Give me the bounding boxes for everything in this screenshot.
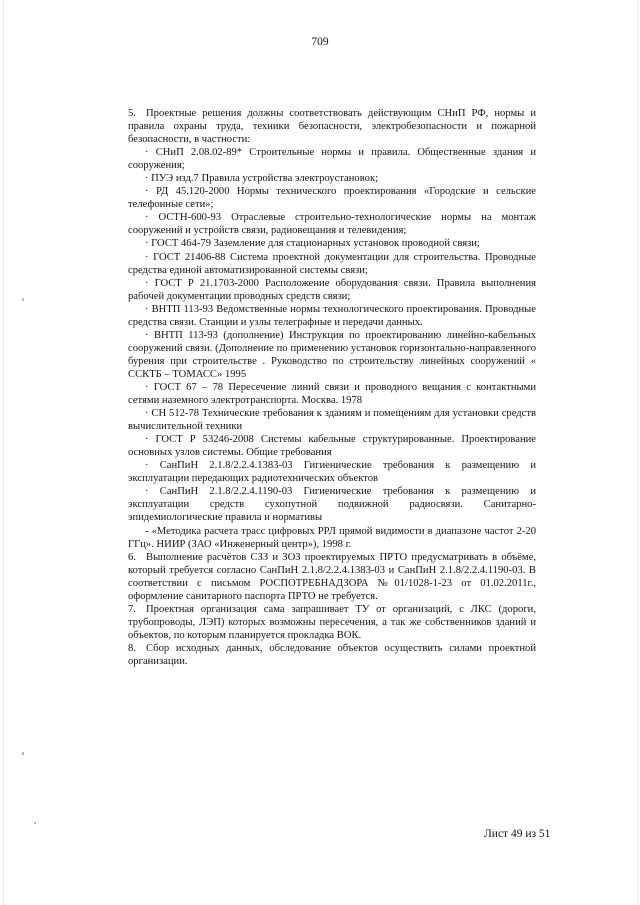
bullet-item: · РД 45.120-2000 Нормы технического проектирования «Городские и сельские телефонные сети»;	[128, 186, 536, 211]
scan-edge-left	[0, 0, 4, 905]
page-number: 709	[311, 36, 329, 48]
bullet-item: · ГОСТ Р 21.1703-2000 Расположение оборудования связи. Правила выполнения рабочей документации проводных средств связи;	[128, 277, 536, 302]
bullet-item: · СНиП 2.08.02-89* Строительные нормы и правила. Общественные здания и сооружения;	[128, 147, 536, 172]
sheet-label: Лист 49 из 51	[484, 828, 551, 840]
scan-speck	[34, 822, 36, 824]
bullet-item: · ГОСТ 464-79 Заземление для стационарных установок проводной связи;	[145, 238, 480, 250]
paragraph-number: 5.	[128, 108, 136, 119]
numbered-paragraph	[128, 107, 536, 146]
bullet-item: · СанПиН 2.1.8/2.2.4.1383-03 Гигиенические требования к размещению и эксплуатации передающих радиотехнических объектов	[128, 460, 536, 485]
bullet-item: · ВНТП 113-93 (дополнение) Инструкция по проектированию линейно-кабельных сооружений связи. (Дополнение по применению установок горизонтально-направленного бурения при строительстве . Руководство по строительству линейных сооружений « ССКТБ – ТОМАСС» 1995	[128, 329, 536, 380]
scan-speck	[22, 752, 24, 755]
paragraph-text: Проектные решения должны соответствовать действующим СНиП РФ, нормы и правила охраны труда, техники безопасности, электробезопасности и пожарной безопасности, в частности:	[128, 108, 536, 146]
numbered-paragraph	[128, 551, 536, 603]
bullet-item: - «Методика расчета трасс цифровых РРЛ прямой видимости в диапазоне частот 2-20 ГГц». НИИР (ЗАО «Инженерный центр»), 1998 г.	[128, 525, 536, 550]
bullet-item: · ПУЭ изд.7 Правила устройства электроустановок;	[145, 173, 379, 185]
bullet-item: · СН 512-78 Технические требования к зданиям и помещениям для установки средств вычислительной техники	[128, 408, 536, 433]
paragraph-text: Проектная организация сама запрашивает ТУ от организаций, с ЛКС (дороги, трубопроводы, ЛЭП) которых возможны пересечения, а так же собственников зданий и объектов, по которым планируется прокладка ВОК.	[128, 603, 536, 641]
bullet-item: · ОСТН-600-93 Отраслевые строительно-технологические нормы на монтаж сооружений и устройств связи, радиовещания и телевидения;	[128, 212, 536, 237]
scan-speck	[22, 298, 24, 301]
bullet-item: · ГОСТ 67 – 78 Пересечение линий связи и проводного вещания с контактными сетями наземного электротранспорта. Москва. 1978	[128, 381, 536, 407]
paragraph-text: Выполнение расчётов СЗЗ и ЗОЗ проектируемых ПРТО предусматривать в объёме, который требуется согласно СанПиН 2.1.8/2.2.4.1383-03 и СанПиН 2.1.8/2.2.4.1190-03. В соответствии с письмом РОСПОТРЕБНАДЗОРА №01/1028-1-23 от 01.02.2011г., оформление санитарного паспорта ПРТО не требуется.	[128, 551, 536, 602]
paragraph-text: Сбор исходных данных, обследование объектов осуществить силами проектной организации.	[128, 642, 536, 667]
paragraph-number: 6.	[128, 551, 136, 563]
document-body	[128, 107, 536, 668]
bullet-item: · ГОСТ 21406-88 Система проектной документации для строительства. Проводные средства единой автоматизированной системы связи;	[128, 251, 536, 276]
paragraph-number: 7.	[128, 603, 136, 615]
bullet-item: · ВНТП 113-93 Ведомственные нормы технологического проектирования. Проводные средства связи. Станции и узлы телеграфные и передачи данных.	[128, 303, 536, 328]
numbered-paragraph	[128, 642, 536, 668]
paragraph-number: 8.	[128, 642, 136, 654]
bullet-item: · СанПиН 2.1.8/2.2.4.1190-03 Гигиенические требования к размещению и эксплуатации средств сухопутной подвижной радиосвязи. Санитарно-эпидемиологические правила и нормативы	[128, 486, 536, 524]
bullet-item: · ГОСТ Р 53246-2008 Системы кабельные структурированные. Проектирование основных узлов системы. Общие требования	[128, 434, 536, 459]
numbered-paragraph	[128, 603, 536, 642]
